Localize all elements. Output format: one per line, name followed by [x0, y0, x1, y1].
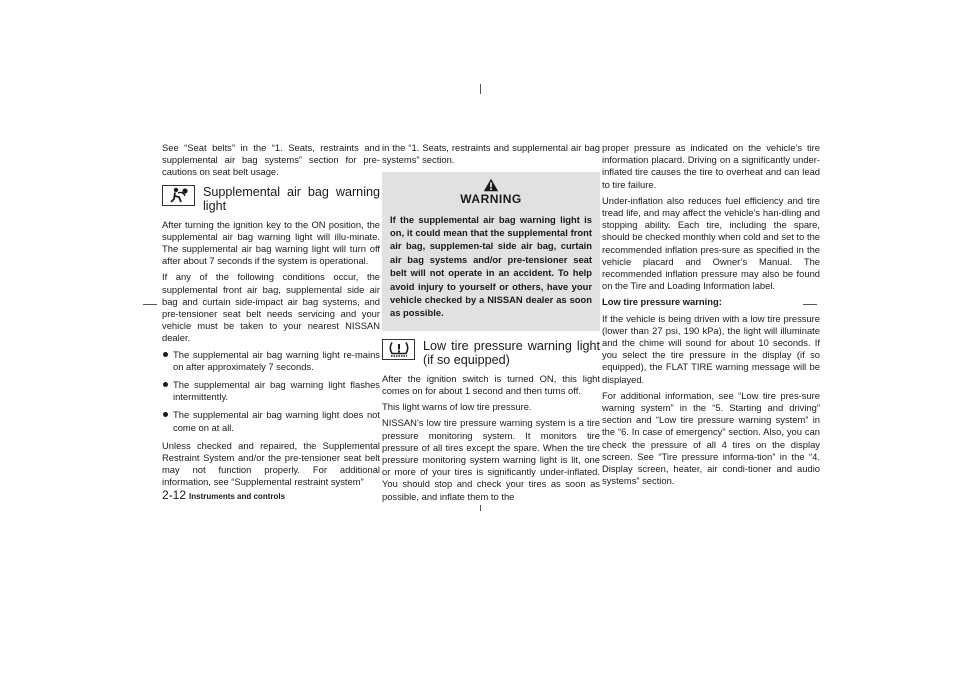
- footer-section-name: Instruments and controls: [189, 492, 286, 501]
- warning-heading: [390, 178, 592, 206]
- crop-mark-left: [143, 304, 157, 305]
- column-left: [162, 142, 380, 493]
- tire-paragraph-1: After the ignition switch is turned ON, this light comes on for about 1 second and then turns off.: [382, 372, 600, 397]
- page-footer: [162, 488, 285, 502]
- airbag-paragraph-3: Unless checked and repaired, the Supplemental Restraint System and/or the pre-tensioner seat belt may not function properly. For additional information, see “Supplemental restraint system”: [162, 439, 380, 488]
- airbag-paragraph-2: If any of the following conditions occur, the supplemental front air bag, supplemental side air bag and curtain side-impact air bag systems, and pre-tensioner seat belt needs servicing and your vehicle must be taken to your nearest NISSAN dealer.: [162, 271, 380, 344]
- continuation-paragraph: in the “1. Seats, restraints and supplemental air bag systems” section.: [382, 142, 600, 166]
- column-middle: [382, 142, 600, 507]
- warning-text: If the supplemental air bag warning light is on, it could mean that the supplemental front air bag, supplemen-tal side air bag, curtain air bag systems and/or pre-tensioner seat belt will not operate in an accident. To help avoid injury to yourself or others, have your vehicle checked by a NISSAN dealer as soon as possible.: [390, 213, 592, 319]
- column-right: [602, 142, 820, 491]
- airbag-section-title: Supplemental air bag warning light: [203, 184, 380, 213]
- airbag-condition-list: [162, 349, 380, 434]
- tire-section-heading: [382, 339, 600, 367]
- tire-paragraph-4: proper pressure as indicated on the vehicle’s tire information placard. Driving on a significantly under-inflated tire causes the tire to overheat and can lead to tire failure.: [602, 142, 820, 190]
- tire-paragraph-3: NISSAN’s low tire pressure warning system is a tire pressure monitoring system. It monitors tire pressure of all tires except the spare. When the tire pressure monitoring system warning light is lit, one or more of your tires is significantly under-inflated. You should stop and check your tires as soon as possible, and inflate them to the: [382, 417, 600, 502]
- tire-section-title: Low tire pressure warning light (if so equipped): [423, 338, 600, 367]
- airbag-warning-icon: [162, 185, 195, 206]
- tire-paragraph-6: If the vehicle is being driven with a low tire pressure (lower than 27 psi, 190 kPa), the light will illuminate and the chime will sound for about 10 seconds. If you select the tire pressure in the display (if so equipped), the FLAT TIRE warning message will be displayed.: [602, 312, 820, 385]
- list-item: The supplemental air bag warning light re-mains on after approximately 7 seconds.: [162, 349, 380, 373]
- tire-paragraph-5: Under-inflation also reduces fuel efficiency and tire tread life, and may affect the vehicle’s han-dling and stopping ability. Each tire, including the spare, should be checked monthly when cold and set to the recommended inflation pres-sure as specified in the vehicle placard and Owner’s Manual. The recommended inflation pressure may also be found on the Tire and Loading Information label.: [602, 194, 820, 292]
- list-item: The supplemental air bag warning light does not come on at all.: [162, 409, 380, 433]
- airbag-section-heading: [162, 185, 380, 213]
- warning-box: [382, 172, 600, 330]
- tire-paragraph-2: This light warns of low tire pressure.: [382, 401, 532, 413]
- warning-triangle-icon: [483, 178, 499, 192]
- page-number: 2-12: [162, 488, 187, 502]
- intro-paragraph: See “Seat belts” in the “1. Seats, restraints and supplemental air bag systems” section for pre-cautions on seat belt usage.: [162, 142, 380, 178]
- list-item: The supplemental air bag warning light flashes intermittently.: [162, 379, 380, 403]
- tire-paragraph-7: For additional information, see “Low tire pres-sure warning system” in the “5. Starting and driving” section and “Low tire pressure warning system” in the “6. In case of emergency” section. Also, you can check the pressure of all 4 tires on the display screen. See “Tire pressure informa-tion” in the “4. Display screen, heater, air condi-tioner and audio systems” section.: [602, 389, 820, 487]
- crop-mark-top: [480, 84, 481, 94]
- tire-pressure-icon: [382, 339, 415, 360]
- low-tire-subheading: Low tire pressure warning:: [602, 296, 722, 308]
- airbag-paragraph-1: After turning the ignition key to the ON position, the supplemental air bag warning light will illu-minate. The supplemental air bag warning light will turn off after about 7 seconds if the system is operational.: [162, 218, 380, 267]
- warning-label: WARNING: [460, 192, 522, 207]
